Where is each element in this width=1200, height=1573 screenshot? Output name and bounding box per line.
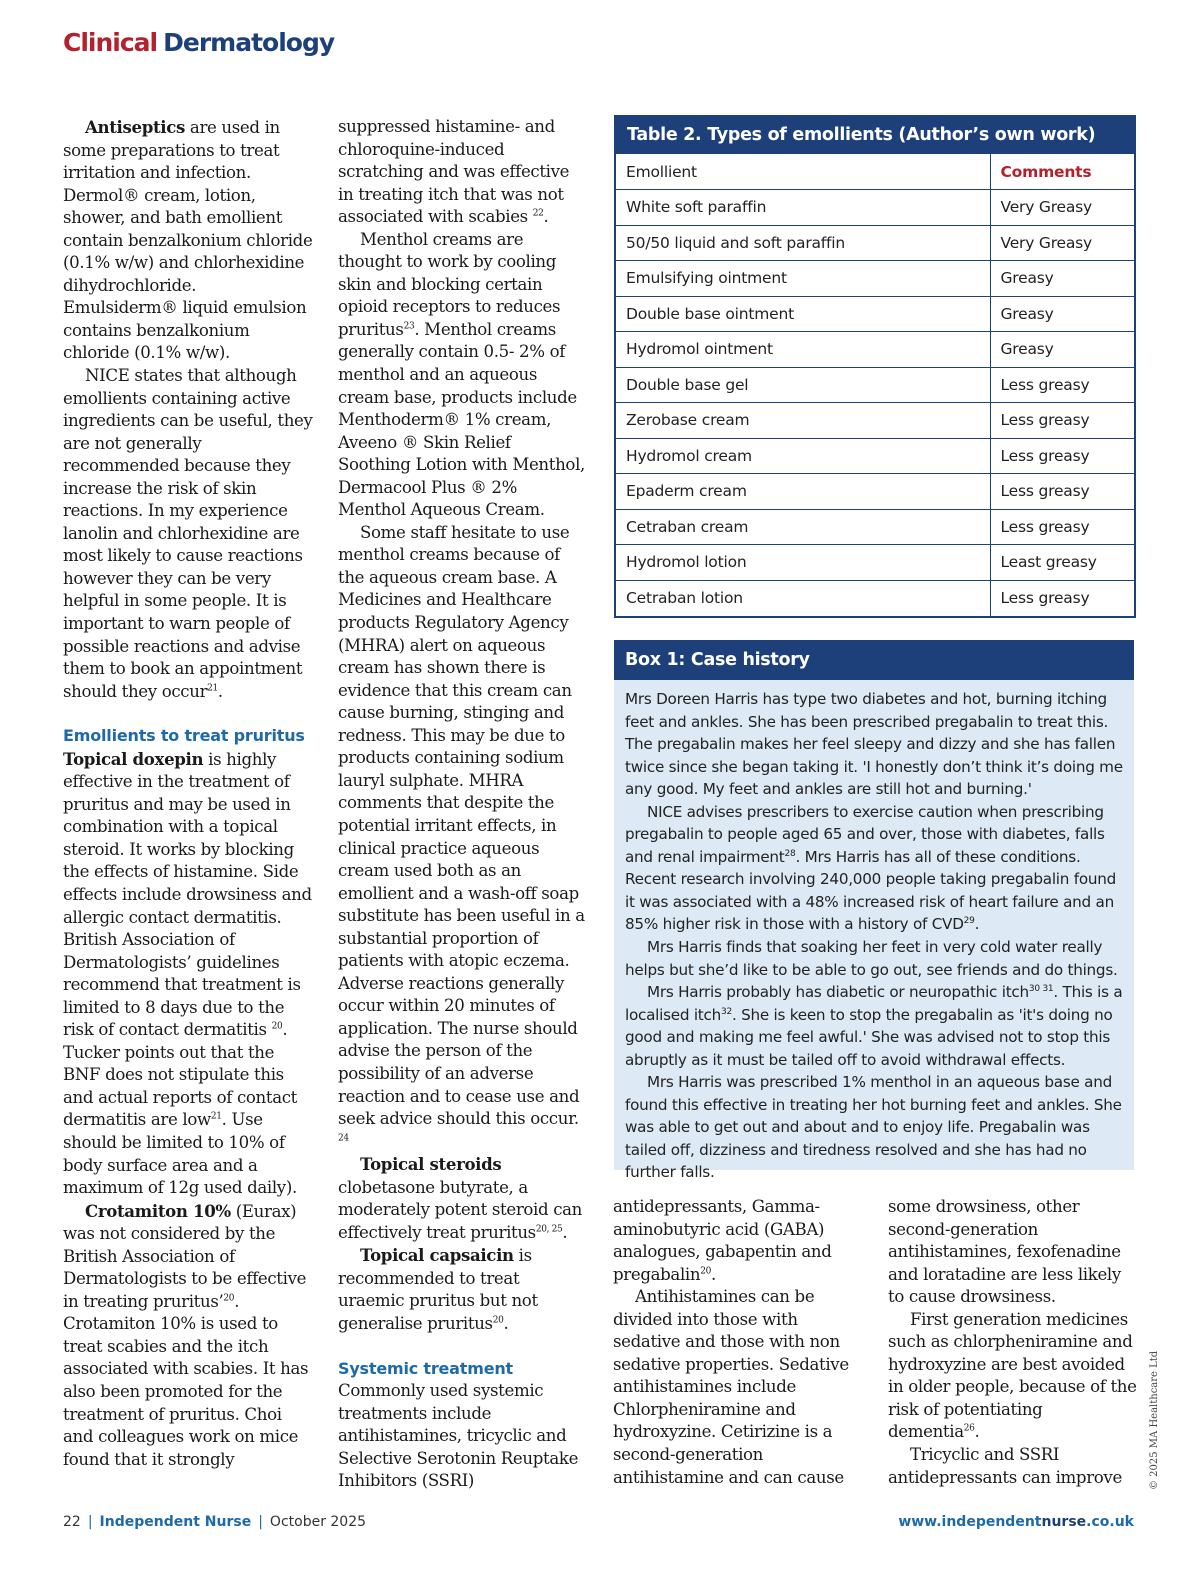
emollient-cell: Emulsifying ointment xyxy=(616,261,990,297)
reference: 28 xyxy=(784,848,796,859)
section-header xyxy=(63,28,334,57)
emollient-cell: Hydromol cream xyxy=(616,438,990,474)
paragraph: some drowsiness, other second-generation antihistamines, fexofenadine and loratadine are less likely to cause drowsiness. xyxy=(888,1197,1121,1307)
table-title: Table 2. Types of emollients (Author’s own work) xyxy=(616,117,1134,154)
table-row xyxy=(616,509,1134,545)
emollients-table xyxy=(614,115,1136,618)
paragraph: Topical doxepin is highly effective in the treatment of pruritus and may be used in combination with a topical steroid. It works by blocking the effects of histamine. Side effects include drowsiness and allergic contact dermatitis. British Association of Dermatologists’ guidelines recommend that treatment is limited to 8 days due to the risk of contact dermatitis $^{20}$. Tucker points out that the BNF does not stipulate this and actual reports of contact dermatitis are low$^{21}$. Use should be limited to 10% of body surface area and a maximum of 12g used daily). xyxy=(63,748,312,1198)
table-row xyxy=(616,367,1134,403)
table-row xyxy=(616,190,1134,226)
copyright-notice: © 2025 MA Healthcare Ltd xyxy=(1149,1350,1160,1490)
table-row xyxy=(616,545,1134,581)
issue-date: October 2025 xyxy=(269,1514,367,1530)
comment-cell: Less greasy xyxy=(990,474,1134,510)
reference: 30 31 xyxy=(1028,984,1054,995)
paragraph: NICE advises prescribers to exercise caution when prescribing pregabalin to people aged 65 and over, those with diabetes, falls and renal impairment$^{28}$. Mrs Harris has all of these conditions. Recent research involving 240,000 people taking pregabalin found it was associated with a 48% increased risk of heart failure and an 85% higher risk in those with a history of CVD$^{29}$. xyxy=(625,802,1117,934)
paragraph: Topical steroids clobetasone butyrate, a moderately potent steroid can effectively treat pruritus$^{20, 25}$. xyxy=(338,1154,583,1242)
paragraph: Some staff hesitate to use menthol creams because of the aqueous cream base. A Medicines and Healthcare products Regulatory Agency (MHRA) alert on aqueous cream has shown there is evidence that this cream can cause burning, stinging and redness. This may be due to products containing sodium lauryl sulphate. MHRA comments that despite the potential irritant effects, in clinical practice aqueous cream used both as an emollient and a wash-off soap substitute has been useful in a substantial proportion of patients with atopic eczema. Adverse reactions generally occur within 20 minutes of application. The nurse should advise the person of the possibility of an adverse reaction and to cease use and seek advice should this occur. $^{24}$ xyxy=(338,522,585,1144)
term-antiseptics: Antiseptics xyxy=(85,117,185,137)
emollient-cell: White soft paraffin xyxy=(616,190,990,226)
emollient-cell: Zerobase cream xyxy=(616,403,990,439)
paragraph: Commonly used systemic treatments include antihistamines, tricyclic and Selective Serotonin Reuptake Inhibitors (SSRI) xyxy=(338,1381,579,1491)
reference: 32 xyxy=(720,1006,732,1017)
term-topical-capsaicin: Topical capsaicin xyxy=(360,1245,514,1266)
comment-cell: Least greasy xyxy=(990,545,1134,581)
paragraph: Antiseptics are used in some preparations to treat irritation and infection. Dermol® cream, lotion, shower, and bath emollient contain benzalkonium chloride (0.1% w/w) and chlorhexidine dihydrochloride. Emulsiderm® liquid emulsion contains benzalkonium chloride (0.1% w/w). xyxy=(63,117,313,363)
separator: | xyxy=(87,1514,93,1530)
comment-cell: Very Greasy xyxy=(990,225,1134,261)
emollient-cell: Epaderm cream xyxy=(616,474,990,510)
emollient-cell: Hydromol ointment xyxy=(616,332,990,368)
paragraph: Tricyclic and SSRI antidepressants can improve xyxy=(888,1445,1122,1487)
reference: 21 xyxy=(207,683,218,694)
emollient-cell: 50/50 liquid and soft paraffin xyxy=(616,225,990,261)
topic-label: Dermatology xyxy=(163,28,335,57)
box-title: Box 1: Case history xyxy=(614,640,1134,680)
text-column-4 xyxy=(888,1196,1138,1489)
reference: 20 xyxy=(492,1315,504,1326)
paragraph: Antihistamines can be divided into those with sedative and those with non sedative properties. Sedative antihistamines include Chlorpheniramine and hydroxyzine. Cetirizine is a second-generation antihistamine and can cause xyxy=(613,1287,849,1487)
emollient-cell: Cetraban cream xyxy=(616,509,990,545)
paragraph: Menthol creams are thought to work by cooling skin and blocking certain opioid receptors to reduces pruritus$^{23}$. Menthol creams generally contain 0.5- 2% of menthol and an aqueous cream base, products include Menthoderm® 1% cream, Aveeno ® Skin Relief Soothing Lotion with Menthol, Dermacool Plus ® 2% Menthol Aqueous Cream. xyxy=(338,229,585,520)
reference: 20 xyxy=(271,1021,283,1032)
paragraph: Mrs Doreen Harris has type two diabetes and hot, burning itching feet and ankles. She has been prescribed pregabalin to treat this. The pregabalin makes her feel sleepy and dizzy and she has fallen twice since she began taking it. 'I honestly don’t think it’s doing me any good. My feet and ankles are still hot and burning.' xyxy=(625,690,1123,799)
reference: 20, 25 xyxy=(535,1224,563,1235)
reference: 20 xyxy=(700,1266,711,1277)
term-topical-steroids: Topical steroids xyxy=(360,1154,502,1175)
comment-cell: Less greasy xyxy=(990,403,1134,439)
paragraph: Topical capsaicin is recommended to treat uraemic pruritus but not generalise pruritus$^{20}$. xyxy=(338,1245,538,1333)
text-column-1 xyxy=(63,116,313,1471)
text-column-2 xyxy=(338,116,588,1493)
table-row xyxy=(616,580,1134,616)
section-heading: Systemic treatment xyxy=(338,1358,513,1378)
reference: 21 xyxy=(210,1111,222,1122)
comment-cell: Less greasy xyxy=(990,509,1134,545)
comment-cell: Very Greasy xyxy=(990,190,1134,226)
header-cell: Comments xyxy=(990,154,1134,190)
comment-cell: Less greasy xyxy=(990,438,1134,474)
comment-cell: Greasy xyxy=(990,296,1134,332)
table-header-row xyxy=(616,154,1134,190)
table-row xyxy=(616,332,1134,368)
term-crotamiton: Crotamiton 10% xyxy=(85,1200,231,1221)
text-column-3 xyxy=(613,1196,863,1489)
emollient-cell: Double base gel xyxy=(616,367,990,403)
case-history-box xyxy=(614,640,1134,1182)
paragraph: Crotamiton 10% (Eurax) was not considered by the British Association of Dermatologists to be effective in treating pruritus’$^{20}$. Crotamiton 10% is used to treat scabies and the itch associated with scabies. It has also been promoted for the treatment of pruritus. Choi and colleagues work on mice found that it strongly xyxy=(63,1200,309,1469)
table-row xyxy=(616,225,1134,261)
paragraph: NICE states that although emollients containing active ingredients can be useful, they are not generally recommended because they increase the risk of skin reactions. In my experience lanolin and chlorhexidine are most likely to cause reactions however they can be very helpful in some people. It is important to warn people of possible reactions and advise them to book an appointment should they occur$^{21}$. xyxy=(63,366,313,701)
reference: 26 xyxy=(963,1423,975,1434)
comment-cell: Greasy xyxy=(990,261,1134,297)
paragraph: suppressed histamine- and chloroquine-induced scratching and was effective in treating itch that was not associated with scabies $^{22}$. xyxy=(338,117,570,227)
table-row xyxy=(616,296,1134,332)
reference: 24 xyxy=(338,1133,349,1144)
box-body xyxy=(614,680,1134,1184)
paragraph: Mrs Harris finds that soaking her feet in very cold water really helps but she’d like to be able to go out, see friends and do things. xyxy=(625,938,1118,979)
emollient-cell: Cetraban lotion xyxy=(616,580,990,616)
page-number: 22 xyxy=(63,1514,81,1530)
table-row xyxy=(616,474,1134,510)
website-link[interactable]: www.independentnurse.co.uk xyxy=(898,1514,1134,1530)
header-cell: Emollient xyxy=(616,154,990,190)
reference: 29 xyxy=(963,916,975,927)
table-row xyxy=(616,261,1134,297)
table-row xyxy=(616,403,1134,439)
reference: 23 xyxy=(403,321,415,332)
comment-cell: Greasy xyxy=(990,332,1134,368)
section-label: Clinical xyxy=(63,28,158,57)
emollient-cell: Double base ointment xyxy=(616,296,990,332)
term-topical-doxepin: Topical doxepin xyxy=(63,748,204,769)
footer-left xyxy=(63,1514,366,1530)
comment-cell: Less greasy xyxy=(990,367,1134,403)
comment-cell: Less greasy xyxy=(990,580,1134,616)
paragraph: Mrs Harris probably has diabetic or neuropathic itch$^{30 31}$. This is a localised itch$^{32}$. She is keen to stop the pregabalin as 'it's doing no good and making me feel awful.' She was advised not to stop this abruptly as it must be tailed off to avoid withdrawal effects. xyxy=(625,983,1123,1069)
table-grid xyxy=(616,154,1134,616)
paragraph: Mrs Harris was prescribed 1% menthol in an aqueous base and found this effective in treating her hot burning feet and ankles. She was able to get out and about and to enjoy life. Pregabalin was tailed off, dizziness and tiredness resolved and she has had no further falls. xyxy=(625,1073,1122,1182)
separator: | xyxy=(258,1514,263,1530)
reference: 22 xyxy=(532,208,544,219)
table-row xyxy=(616,438,1134,474)
section-heading: Emollients to treat pruritus xyxy=(63,726,305,746)
paragraph: First generation medicines such as chlorpheniramine and hydroxyzine are best avoided in older people, because of the risk of potentiating dementia$^{26}$. xyxy=(888,1309,1137,1442)
publication-name: Independent Nurse xyxy=(99,1514,252,1530)
emollient-cell: Hydromol lotion xyxy=(616,545,990,581)
paragraph: antidepressants, Gamma-aminobutyric acid (GABA) analogues, gabapentin and pregabalin$^{20}$. xyxy=(613,1197,832,1284)
reference: 20 xyxy=(223,1293,235,1304)
